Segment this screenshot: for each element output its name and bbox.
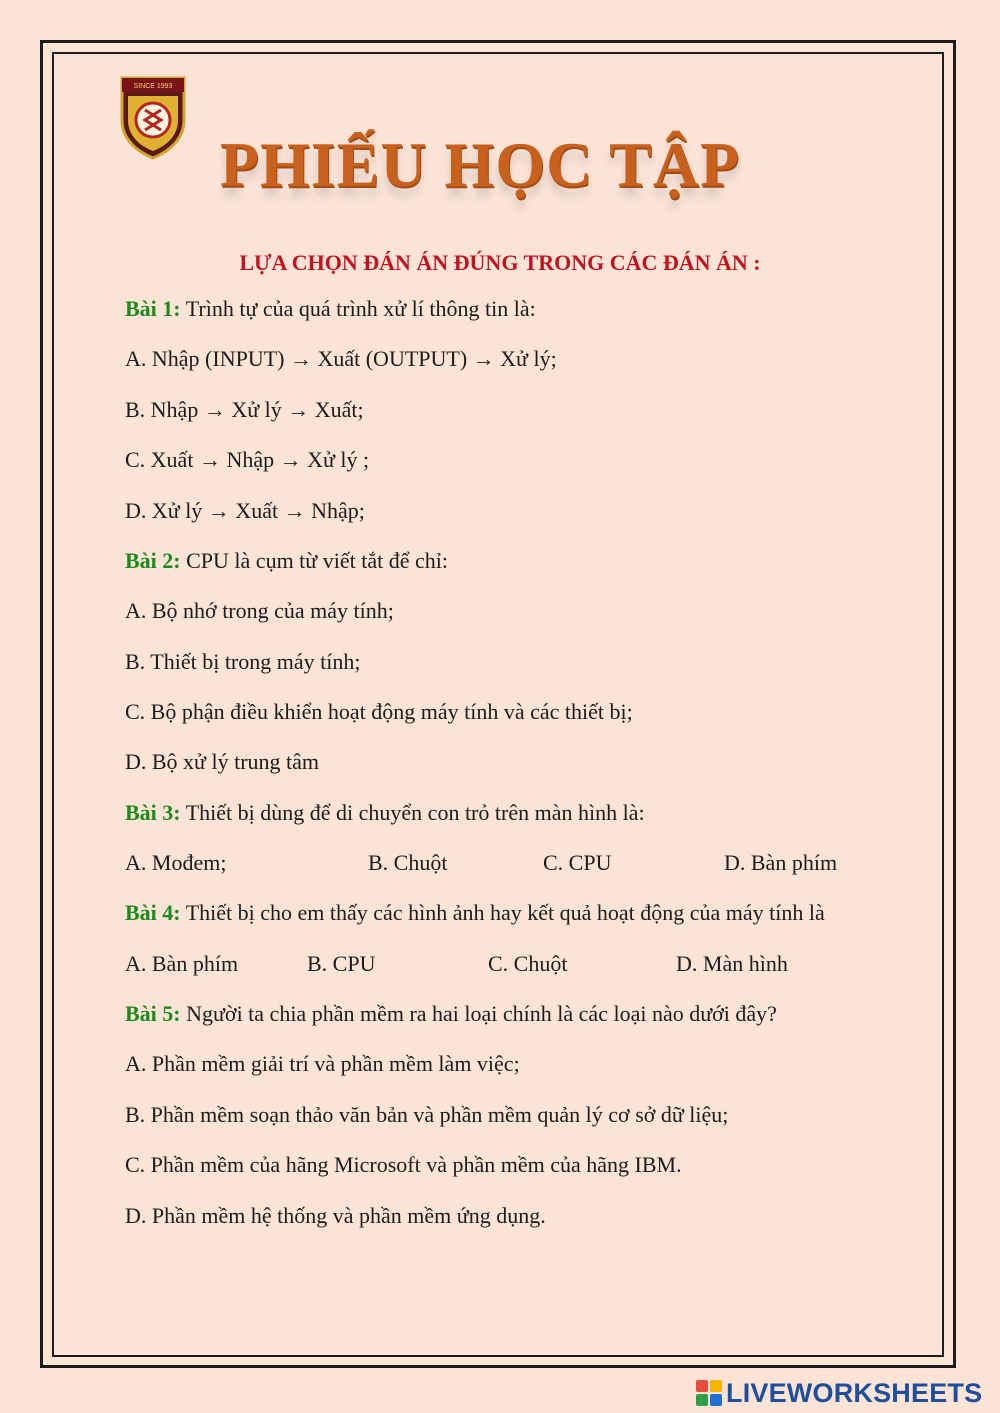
question-3-text: Thiết bị dùng để di chuyển con trỏ trên màn hình là: (185, 800, 645, 825)
question-4-text: Thiết bị cho em thấy các hình ảnh hay kết quả hoạt động của máy tính là (185, 900, 825, 925)
question-5 (125, 1001, 777, 1027)
q1-option-b[interactable]: B. Nhập → Xử lý → Xuất; (125, 397, 364, 422)
question-1 (125, 296, 536, 322)
q2-option-a[interactable]: A. Bộ nhớ trong của máy tính; (125, 598, 394, 623)
q4-option-b[interactable]: B. CPU (307, 951, 376, 976)
question-5-label: Bài 5: (125, 1001, 181, 1026)
liveworksheets-icon (696, 1380, 722, 1406)
page-title: PHIẾU HỌC TẬP (219, 129, 741, 200)
question-4-label: Bài 4: (125, 900, 181, 925)
q5-option-d[interactable]: D. Phần mềm hệ thống và phần mềm ứng dụng. (125, 1203, 546, 1228)
question-4 (125, 900, 825, 926)
q3-option-b[interactable]: B. Chuột (368, 850, 448, 875)
liveworksheets-text: LIVEWORKSHEETS (726, 1377, 983, 1408)
question-3 (125, 800, 645, 826)
question-3-label: Bài 3: (125, 800, 181, 825)
q5-option-c[interactable]: C. Phần mềm của hãng Microsoft và phần mềm của hãng IBM. (125, 1152, 682, 1177)
question-1-text: Trình tự của quá trình xử lí thông tin là: (185, 296, 536, 321)
question-2 (125, 548, 448, 574)
instruction: LỰA CHỌN ĐÁN ÁN ĐÚNG TRONG CÁC ĐÁN ÁN : (239, 250, 761, 275)
q3-option-a[interactable]: A. Mođem; (125, 850, 227, 875)
q3-option-c[interactable]: C. CPU (543, 850, 612, 875)
question-1-label: Bài 1: (125, 296, 181, 321)
q5-option-b[interactable]: B. Phần mềm soạn thảo văn bản và phần mềm quản lý cơ sở dữ liệu; (125, 1102, 729, 1127)
question-2-label: Bài 2: (125, 548, 181, 573)
q2-option-c[interactable]: C. Bộ phận điều khiển hoạt động máy tính và các thiết bị; (125, 699, 633, 724)
q5-option-a[interactable]: A. Phần mềm giải trí và phần mềm làm việc; (125, 1051, 520, 1076)
q1-option-c[interactable]: C. Xuất → Nhập → Xử lý ; (125, 447, 370, 472)
question-2-text: CPU là cụm từ viết tắt để chỉ: (186, 548, 448, 573)
q2-option-b[interactable]: B. Thiết bị trong máy tính; (125, 649, 361, 674)
q2-option-d[interactable]: D. Bộ xử lý trung tâm (125, 749, 320, 774)
q4-option-a[interactable]: A. Bàn phím (125, 951, 239, 976)
q4-option-c[interactable]: C. Chuột (488, 951, 568, 976)
liveworksheets-brand[interactable] (696, 1378, 982, 1408)
q3-option-d[interactable]: D. Bàn phím (724, 850, 838, 875)
q4-option-d[interactable]: D. Màn hình (676, 951, 788, 976)
q1-option-d[interactable]: D. Xử lý → Xuất → Nhập; (125, 498, 365, 523)
q1-option-a[interactable]: A. Nhập (INPUT) → Xuất (OUTPUT) → Xử lý; (125, 346, 557, 371)
question-5-text: Người ta chia phần mềm ra hai loại chính là các loại nào dưới đây? (186, 1001, 777, 1026)
logo-text: SINCE 1993 (133, 83, 173, 90)
